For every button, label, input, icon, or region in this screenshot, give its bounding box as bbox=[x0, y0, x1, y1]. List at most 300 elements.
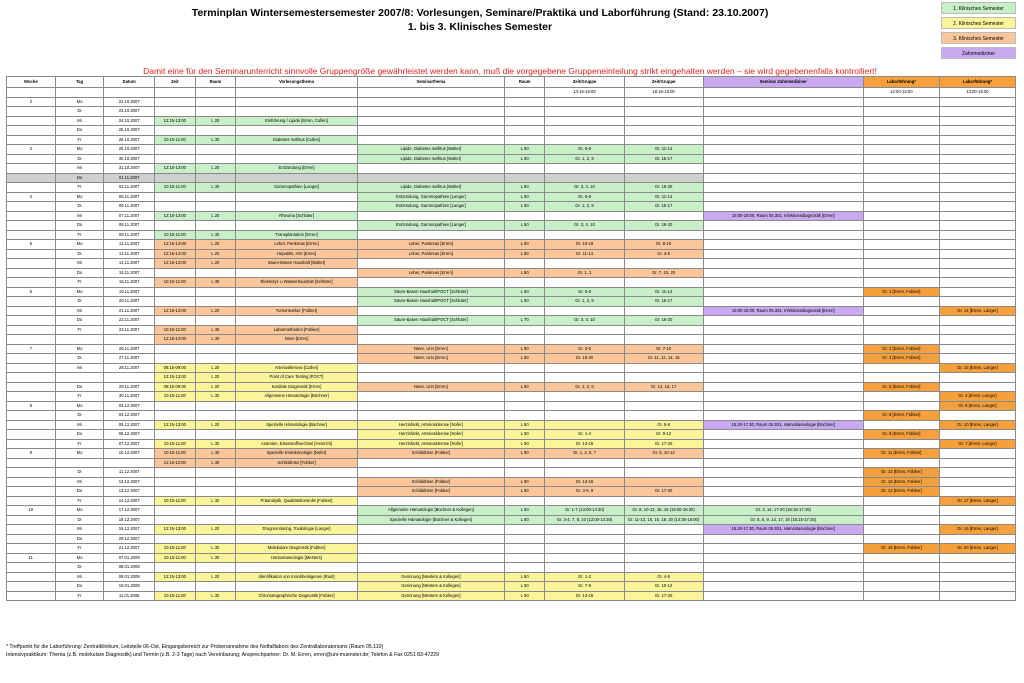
table-cell: 21.12.2007 bbox=[104, 544, 155, 554]
table-row bbox=[7, 164, 1016, 174]
table-cell bbox=[939, 316, 1015, 326]
table-cell: Säure-Basen Haushalt/POCT [Schlüter] bbox=[357, 316, 504, 326]
table-cell: L 60 bbox=[504, 240, 545, 250]
table-cell: Do bbox=[55, 316, 104, 326]
table-cell bbox=[624, 107, 703, 117]
table-cell: 23.10.2007 bbox=[104, 107, 155, 117]
table-cell bbox=[939, 468, 1015, 478]
table-cell bbox=[624, 373, 703, 383]
table-cell: Gr. 18-20 bbox=[624, 221, 703, 231]
table-cell: Mo bbox=[55, 506, 104, 516]
table-cell: Di bbox=[55, 107, 104, 117]
table-cell bbox=[7, 249, 56, 259]
column-header: Raum bbox=[195, 77, 236, 88]
table-cell bbox=[236, 477, 358, 487]
table-cell bbox=[545, 458, 624, 468]
table-cell: Gr. 3, 14, 17-20 (16:15-17:45) bbox=[703, 506, 863, 516]
table-cell: Fr bbox=[55, 135, 104, 145]
table-cell bbox=[624, 126, 703, 136]
table-row bbox=[7, 591, 1016, 601]
table-cell bbox=[7, 116, 56, 126]
table-cell bbox=[195, 107, 236, 117]
table-cell: Säure-Basen Haushalt/POCT [Schlüter] bbox=[357, 287, 504, 297]
table-row bbox=[7, 135, 1016, 145]
subheader-cell bbox=[155, 88, 196, 98]
table-cell: L 60 bbox=[504, 449, 545, 459]
color-legend bbox=[941, 2, 1016, 62]
table-row bbox=[7, 306, 1016, 316]
table-cell bbox=[624, 401, 703, 411]
table-cell bbox=[155, 430, 196, 440]
table-cell bbox=[624, 259, 703, 269]
table-cell bbox=[357, 411, 504, 421]
table-cell bbox=[939, 230, 1015, 240]
table-cell bbox=[155, 582, 196, 592]
table-cell: Gr. 8 [Erren, Fobker] bbox=[863, 430, 939, 440]
table-row bbox=[7, 211, 1016, 221]
table-cell bbox=[863, 297, 939, 307]
table-cell bbox=[703, 487, 863, 497]
table-cell bbox=[624, 173, 703, 183]
table-cell bbox=[939, 563, 1015, 573]
table-cell bbox=[939, 582, 1015, 592]
table-cell bbox=[7, 582, 56, 592]
table-cell: Säure-Basen Haushalt [Walter] bbox=[236, 259, 358, 269]
table-cell: 12:15-13:00 bbox=[155, 249, 196, 259]
table-cell: Gr. 3-5, 9 bbox=[545, 487, 624, 497]
table-cell: Gr. 4 [Erren, Langer] bbox=[939, 392, 1015, 402]
table-cell bbox=[703, 154, 863, 164]
table-cell: Schilddrüse [Fobker] bbox=[236, 458, 358, 468]
table-cell bbox=[545, 525, 624, 535]
table-cell: L 60 bbox=[504, 183, 545, 193]
table-cell: L 60 bbox=[504, 192, 545, 202]
title-line-2: 1. bis 3. Klinisches Semester bbox=[407, 21, 553, 33]
table-cell bbox=[703, 316, 863, 326]
table-cell bbox=[195, 297, 236, 307]
table-cell bbox=[155, 515, 196, 525]
subheader-cell bbox=[55, 88, 104, 98]
table-cell: Allgemeine Hämatologie [Büchner] bbox=[236, 392, 358, 402]
table-cell bbox=[7, 544, 56, 554]
table-cell bbox=[7, 373, 56, 383]
table-cell bbox=[863, 306, 939, 316]
table-cell bbox=[236, 316, 358, 326]
table-cell: L 60 bbox=[504, 221, 545, 231]
table-cell bbox=[357, 211, 504, 221]
table-cell bbox=[545, 164, 624, 174]
table-cell bbox=[504, 563, 545, 573]
table-cell: 25.10.2007 bbox=[104, 126, 155, 136]
table-cell bbox=[357, 363, 504, 373]
table-cell: Leber, Pankreas [Erren] bbox=[357, 240, 504, 250]
table-cell bbox=[7, 496, 56, 506]
subheader-cell: 12:00-14:00 bbox=[863, 88, 939, 98]
table-cell: 08.11.2007 bbox=[104, 221, 155, 231]
table-cell bbox=[155, 401, 196, 411]
table-cell: Gr. 11 [Erren, Fobker] bbox=[863, 449, 939, 459]
table-cell: Rheuma [Schlüter] bbox=[236, 211, 358, 221]
table-cell: Gr. 13 [Erren, Fobker] bbox=[863, 487, 939, 497]
table-cell: Gr. 11-14 bbox=[624, 145, 703, 155]
table-cell: Do bbox=[55, 582, 104, 592]
table-cell bbox=[863, 183, 939, 193]
table-cell bbox=[7, 430, 56, 440]
table-cell: 10:15-11:00 bbox=[155, 591, 196, 601]
column-header: Seminar Zahnmediziner bbox=[703, 77, 863, 88]
footer-notes bbox=[6, 643, 439, 659]
table-cell: 08:15-09:00 bbox=[155, 382, 196, 392]
table-cell: Molekulare Diagnostik [Fobker] bbox=[236, 544, 358, 554]
table-cell: Gr. 1, 2, 9 bbox=[545, 154, 624, 164]
table-cell: 29.10.2007 bbox=[104, 145, 155, 155]
table-cell: L 20 bbox=[195, 373, 236, 383]
table-cell bbox=[236, 297, 358, 307]
table-cell bbox=[863, 164, 939, 174]
table-cell bbox=[195, 468, 236, 478]
table-cell: Gr. 15-17 bbox=[624, 154, 703, 164]
table-cell bbox=[195, 487, 236, 497]
table-cell bbox=[939, 325, 1015, 335]
table-cell: Gr. 1 [Erren, Fobker] bbox=[863, 287, 939, 297]
table-cell: 11.01.2008 bbox=[104, 591, 155, 601]
table-cell bbox=[939, 335, 1015, 345]
table-cell bbox=[703, 392, 863, 402]
legend-item: 1. Klinisches Semester bbox=[941, 2, 1016, 14]
table-cell bbox=[504, 116, 545, 126]
table-cell: Gr. 1, 2, 6, 7 bbox=[545, 449, 624, 459]
table-cell: Mo bbox=[55, 145, 104, 155]
table-cell: Gr. 20 [Erren, Langer] bbox=[939, 544, 1015, 554]
table-cell: 30.10.2007 bbox=[104, 154, 155, 164]
table-cell: 28.11.2007 bbox=[104, 363, 155, 373]
table-cell: Gr. 11, 12, 14, 15 bbox=[624, 354, 703, 364]
table-cell bbox=[624, 278, 703, 288]
warning-text: Damit eine für den Seminarunterricht sinnvolle Gruppengröße gewährleistet werden kann, muß die vorgegebene Gruppeneinteilung strikt eingehalten werden – sie wird gegebenenfalls kontrolliert! bbox=[143, 66, 877, 76]
table-cell bbox=[939, 278, 1015, 288]
table-cell bbox=[545, 325, 624, 335]
table-row bbox=[7, 449, 1016, 459]
table-cell bbox=[357, 164, 504, 174]
table-cell: 12:15-13:00 bbox=[155, 335, 196, 345]
table-cell bbox=[703, 135, 863, 145]
table-cell bbox=[545, 468, 624, 478]
table-cell bbox=[7, 354, 56, 364]
table-cell bbox=[504, 107, 545, 117]
table-row bbox=[7, 240, 1016, 250]
table-row bbox=[7, 192, 1016, 202]
table-cell: Mi bbox=[55, 164, 104, 174]
table-cell: Fr bbox=[55, 544, 104, 554]
table-cell bbox=[195, 506, 236, 516]
table-cell bbox=[863, 240, 939, 250]
table-cell: Mi bbox=[55, 259, 104, 269]
table-cell: 12:15-13:00 bbox=[155, 164, 196, 174]
table-cell: L 60 bbox=[504, 506, 545, 516]
table-cell: 12:15-13:00 bbox=[155, 306, 196, 316]
table-cell bbox=[863, 230, 939, 240]
table-cell bbox=[939, 192, 1015, 202]
table-cell: Gr. 8, 10-12 bbox=[624, 449, 703, 459]
table-cell bbox=[939, 430, 1015, 440]
table-cell bbox=[863, 192, 939, 202]
table-row bbox=[7, 344, 1016, 354]
table-cell bbox=[624, 525, 703, 535]
table-cell: Gr. 10 [Erren, Langer] bbox=[939, 420, 1015, 430]
table-cell: 29.11.2007 bbox=[104, 382, 155, 392]
table-cell: 2 bbox=[7, 97, 56, 107]
table-cell bbox=[195, 173, 236, 183]
table-cell: Gr. 7 [Erren, Langer] bbox=[939, 439, 1015, 449]
table-cell: Di bbox=[55, 563, 104, 573]
table-cell: 10:15-11:00 bbox=[155, 439, 196, 449]
table-cell bbox=[863, 525, 939, 535]
table-row bbox=[7, 477, 1016, 487]
table-row bbox=[7, 468, 1016, 478]
table-cell: Gerinnung [Mesters & Kollegen] bbox=[357, 591, 504, 601]
table-cell: Di bbox=[55, 354, 104, 364]
table-subheader-row bbox=[7, 88, 1016, 98]
table-cell bbox=[703, 344, 863, 354]
table-cell bbox=[624, 325, 703, 335]
table-cell bbox=[236, 487, 358, 497]
table-cell bbox=[155, 97, 196, 107]
column-header: Datum bbox=[104, 77, 155, 88]
table-cell bbox=[624, 563, 703, 573]
table-cell: L 20 bbox=[195, 420, 236, 430]
table-cell bbox=[504, 392, 545, 402]
table-row bbox=[7, 202, 1016, 212]
table-row bbox=[7, 97, 1016, 107]
table-cell bbox=[7, 202, 56, 212]
table-cell: Niere, Urin [Erren] bbox=[357, 344, 504, 354]
table-cell: Spezielle Hämatologie [Büchner & Kollegen] bbox=[357, 515, 504, 525]
table-cell: 08.01.2008 bbox=[104, 563, 155, 573]
table-cell bbox=[863, 515, 939, 525]
table-cell bbox=[939, 411, 1015, 421]
table-cell: Gr. 17-20 bbox=[624, 591, 703, 601]
table-cell bbox=[939, 259, 1015, 269]
table-cell: Do bbox=[55, 173, 104, 183]
subheader-cell: 14:15-16:00 bbox=[545, 88, 624, 98]
table-cell: L 20 bbox=[195, 525, 236, 535]
table-cell bbox=[7, 392, 56, 402]
table-cell bbox=[7, 316, 56, 326]
table-cell bbox=[195, 354, 236, 364]
table-cell bbox=[703, 164, 863, 174]
table-cell bbox=[703, 401, 863, 411]
table-cell bbox=[155, 563, 196, 573]
table-cell: Gr. 7-9 bbox=[545, 582, 624, 592]
table-cell: Gr. 17-20 bbox=[624, 487, 703, 497]
subheader-cell: 13:00-15:00 bbox=[939, 88, 1015, 98]
table-cell bbox=[155, 268, 196, 278]
column-header: Vorlesungsthema bbox=[236, 77, 358, 88]
table-cell: L 20 bbox=[195, 240, 236, 250]
table-cell: 11:15-12:00 bbox=[155, 458, 196, 468]
table-row bbox=[7, 126, 1016, 136]
table-cell bbox=[703, 268, 863, 278]
table-row bbox=[7, 439, 1016, 449]
table-cell bbox=[7, 525, 56, 535]
table-cell: 31.10.2007 bbox=[104, 164, 155, 174]
column-header: Zeit/Gruppe bbox=[624, 77, 703, 88]
table-cell bbox=[863, 420, 939, 430]
table-cell: Do bbox=[55, 221, 104, 231]
table-cell: Niere, Urin [Erren] bbox=[357, 354, 504, 364]
table-cell: Mo bbox=[55, 344, 104, 354]
table-cell bbox=[703, 221, 863, 231]
table-row bbox=[7, 335, 1016, 345]
table-cell bbox=[504, 458, 545, 468]
table-cell bbox=[703, 449, 863, 459]
table-row bbox=[7, 582, 1016, 592]
table-cell: Diabetes mellitus [Cullen] bbox=[236, 135, 358, 145]
table-cell bbox=[195, 477, 236, 487]
table-cell bbox=[939, 515, 1015, 525]
table-cell bbox=[7, 572, 56, 582]
table-cell: Gr. 7-10 bbox=[624, 344, 703, 354]
table-cell bbox=[195, 316, 236, 326]
table-cell: 12:15-13:00 bbox=[155, 373, 196, 383]
table-cell bbox=[939, 382, 1015, 392]
table-cell bbox=[545, 230, 624, 240]
table-cell bbox=[155, 173, 196, 183]
table-cell bbox=[7, 221, 56, 231]
table-cell bbox=[357, 468, 504, 478]
table-cell: 6 bbox=[7, 287, 56, 297]
schedule-table bbox=[6, 76, 1016, 601]
table-cell: Di bbox=[55, 202, 104, 212]
table-row bbox=[7, 487, 1016, 497]
table-cell bbox=[703, 373, 863, 383]
table-cell: Mo bbox=[55, 401, 104, 411]
table-cell: 07.12.2007 bbox=[104, 439, 155, 449]
table-cell bbox=[236, 401, 358, 411]
table-cell bbox=[863, 154, 939, 164]
table-cell bbox=[545, 135, 624, 145]
table-cell: Gr. 1-3 bbox=[545, 572, 624, 582]
table-cell: Gr. 3, 4, 10 bbox=[545, 221, 624, 231]
table-cell bbox=[504, 411, 545, 421]
table-cell bbox=[55, 373, 104, 383]
table-cell bbox=[545, 116, 624, 126]
table-cell bbox=[863, 221, 939, 231]
table-cell bbox=[155, 192, 196, 202]
table-cell bbox=[7, 382, 56, 392]
table-cell bbox=[195, 534, 236, 544]
table-cell bbox=[545, 211, 624, 221]
column-header: Laborführung* bbox=[863, 77, 939, 88]
table-cell bbox=[939, 107, 1015, 117]
table-cell bbox=[939, 458, 1015, 468]
table-cell bbox=[624, 458, 703, 468]
table-cell bbox=[939, 506, 1015, 516]
table-row bbox=[7, 230, 1016, 240]
table-cell: 9 bbox=[7, 449, 56, 459]
table-cell bbox=[104, 335, 155, 345]
table-cell: Hämostaseologie [Mesters] bbox=[236, 553, 358, 563]
table-cell bbox=[703, 534, 863, 544]
table-cell: 12:15-13:00 bbox=[155, 420, 196, 430]
table-cell: Arteriosklerose [Cullen] bbox=[236, 363, 358, 373]
table-cell: Gr. 11-14 bbox=[624, 287, 703, 297]
table-cell bbox=[55, 335, 104, 345]
table-cell: L 30 bbox=[195, 449, 236, 459]
subheader-cell bbox=[703, 88, 863, 98]
table-cell bbox=[7, 563, 56, 573]
table-cell bbox=[863, 496, 939, 506]
table-cell: L 60 bbox=[504, 145, 545, 155]
table-row bbox=[7, 221, 1016, 231]
table-cell: L 30 bbox=[195, 496, 236, 506]
table-cell bbox=[939, 287, 1015, 297]
table-cell: Gr. 5-8 bbox=[545, 192, 624, 202]
table-cell bbox=[7, 439, 56, 449]
table-cell: Gr. 14 [Erren, Langer] bbox=[939, 306, 1015, 316]
table-cell bbox=[504, 534, 545, 544]
table-cell bbox=[236, 515, 358, 525]
table-cell bbox=[236, 268, 358, 278]
table-cell bbox=[195, 430, 236, 440]
table-cell: Do bbox=[55, 126, 104, 136]
table-cell: Lipide, Diabetes mellitus [Walter] bbox=[357, 154, 504, 164]
table-cell bbox=[55, 458, 104, 468]
table-cell bbox=[545, 496, 624, 506]
table-cell bbox=[863, 534, 939, 544]
table-cell bbox=[7, 154, 56, 164]
table-cell: Lipide, Diabetes mellitus [Walter] bbox=[357, 145, 504, 155]
table-cell: 05.12.2007 bbox=[104, 420, 155, 430]
column-header: Woche bbox=[7, 77, 56, 88]
table-cell: Gr. 1-4 bbox=[545, 430, 624, 440]
table-cell bbox=[939, 553, 1015, 563]
table-cell: Do bbox=[55, 487, 104, 497]
table-cell bbox=[357, 278, 504, 288]
table-row bbox=[7, 116, 1016, 126]
table-cell bbox=[703, 553, 863, 563]
table-cell: L 60 bbox=[504, 154, 545, 164]
legend-item: 2. Klinisches Semester bbox=[941, 17, 1016, 29]
table-cell: L 20 bbox=[195, 382, 236, 392]
table-cell bbox=[863, 506, 939, 516]
table-cell bbox=[195, 192, 236, 202]
table-cell bbox=[236, 97, 358, 107]
table-cell bbox=[624, 544, 703, 554]
table-cell: Herzinfarkt, Arteriosklerose [Nofer] bbox=[357, 430, 504, 440]
table-cell: Gr. 8-10 bbox=[624, 240, 703, 250]
table-cell bbox=[939, 173, 1015, 183]
table-cell: 26.10.2007 bbox=[104, 135, 155, 145]
table-row bbox=[7, 354, 1016, 364]
table-cell bbox=[863, 259, 939, 269]
table-cell: 12:15-13:00 bbox=[155, 572, 196, 582]
table-cell bbox=[939, 591, 1015, 601]
table-cell bbox=[703, 563, 863, 573]
table-cell: 5 bbox=[7, 240, 56, 250]
table-cell bbox=[7, 335, 56, 345]
table-cell bbox=[863, 316, 939, 326]
table-cell bbox=[624, 534, 703, 544]
table-cell bbox=[703, 382, 863, 392]
table-cell: Gr. 4-6 bbox=[624, 572, 703, 582]
table-cell bbox=[7, 278, 56, 288]
table-cell bbox=[703, 126, 863, 136]
table-cell: Gr. 3, 4, 10 bbox=[545, 183, 624, 193]
table-cell bbox=[357, 544, 504, 554]
subheader-cell bbox=[104, 88, 155, 98]
table-row bbox=[7, 525, 1016, 535]
